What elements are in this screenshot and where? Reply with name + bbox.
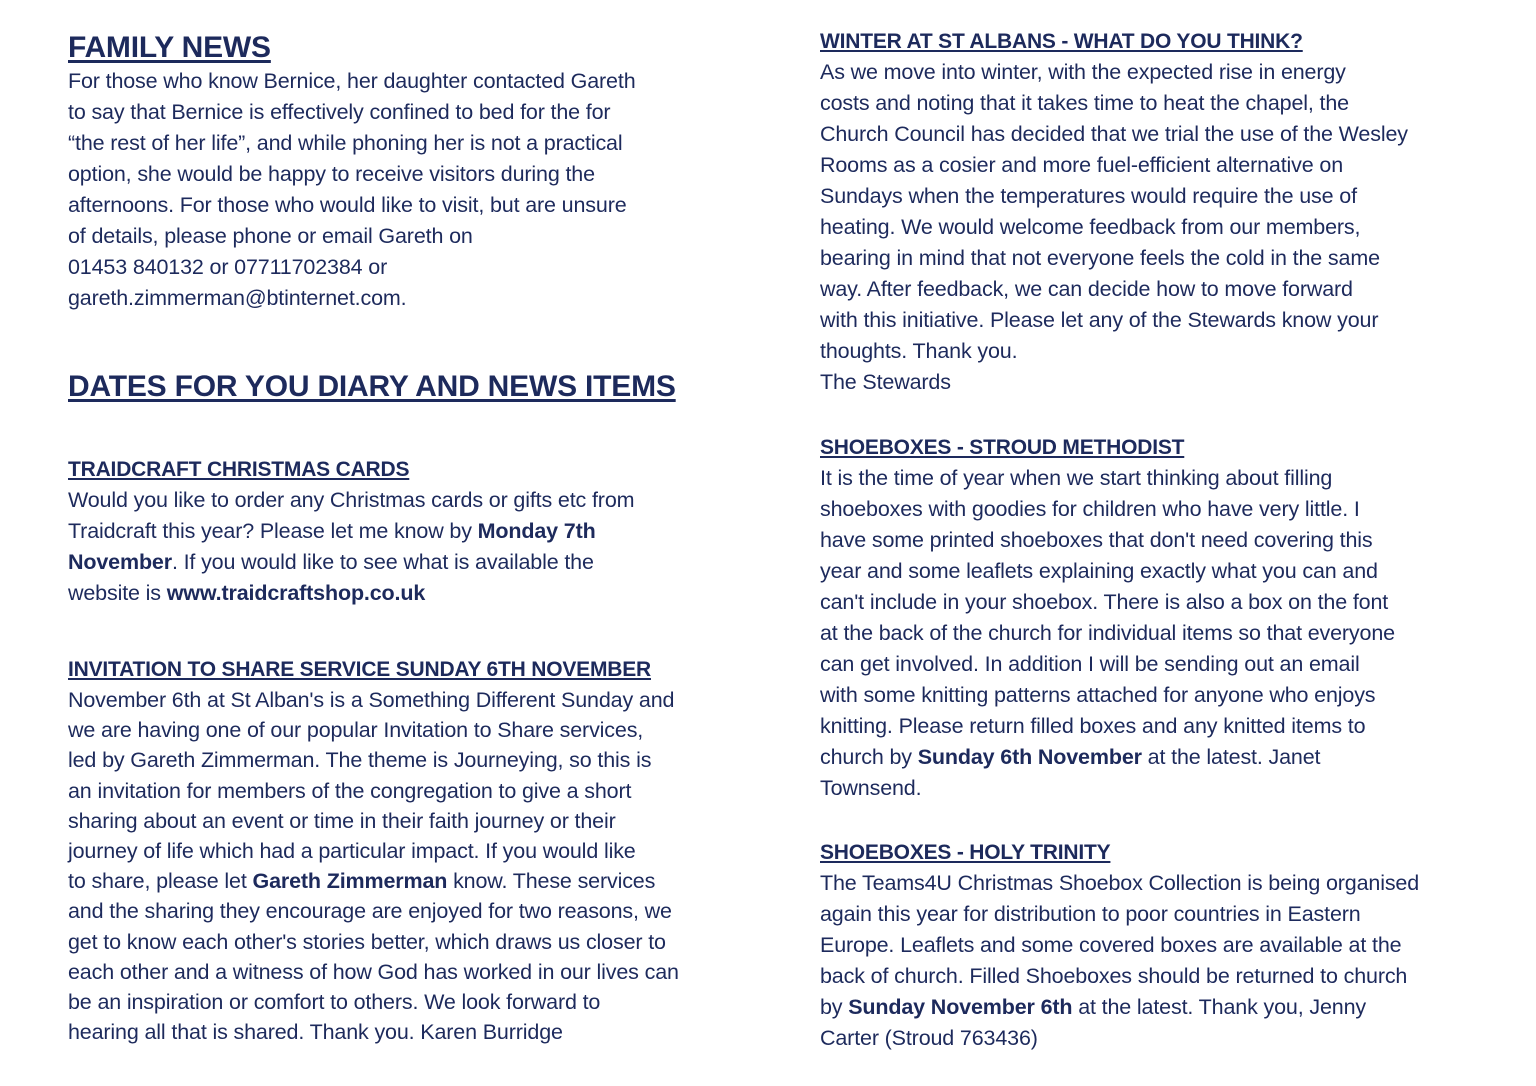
text-line: November 6th at St Alban's is a Something Different Sunday and — [68, 688, 675, 712]
shoebox-stroud-body — [820, 463, 1510, 804]
text-line: hearing all that is shared. Thank you. Karen Burridge — [68, 1020, 563, 1045]
text-line: costs and noting that it takes time to heat the chapel, the — [820, 91, 1349, 115]
text-line: with this initiative. Please let any of the Stewards know your — [820, 308, 1379, 332]
text-line: Townsend. — [820, 776, 922, 800]
text-line: to say that Bernice is effectively confined to bed for the for — [68, 100, 611, 124]
text-line: we are having one of our popular Invitation to Share services, — [68, 718, 644, 743]
family-news-body — [68, 66, 728, 314]
deadline-date: Sunday November 6th — [848, 995, 1073, 1019]
text-line: can get involved. In addition I will be sending out an email — [820, 652, 1360, 676]
text-line: shoeboxes with goodies for children who have very little. I — [820, 497, 1360, 521]
text-line: Would you like to order any Christmas cards or gifts etc from — [68, 488, 635, 512]
text-line: afternoons. For those who would like to visit, but are unsure — [68, 193, 627, 217]
text-line: led by Gareth Zimmerman. The theme is Journeying, so this is — [68, 748, 652, 773]
family-news-heading: FAMILY NEWS — [68, 31, 271, 64]
traidcraft-heading: TRAIDCRAFT CHRISTMAS CARDS — [68, 458, 410, 481]
shoebox-stroud-section — [820, 433, 1510, 804]
text-line: get to know each other's stories better, which draws us closer to — [68, 929, 666, 954]
text-line: “the rest of her life”, and while phoning her is not a practical — [68, 131, 623, 155]
text-line: journey of life which had a particular impact. If you would like — [68, 839, 636, 864]
deadline-date: Monday 7th — [477, 519, 596, 543]
invitation-section — [68, 655, 728, 1047]
text-line: The Teams4U Christmas Shoebox Collection is being organised — [820, 871, 1420, 895]
text-line: have some printed shoeboxes that don't need covering this — [820, 528, 1373, 552]
text-fragment: at the latest. Thank you, Jenny — [1072, 995, 1366, 1019]
text-line: As we move into winter, with the expected rise in energy — [820, 60, 1346, 84]
text-line: can't include in your shoebox. There is also a box on the font — [820, 590, 1389, 614]
website-url: www.traidcraftshop.co.uk — [166, 581, 426, 605]
text-fragment: . If you would like to see what is available the — [171, 550, 594, 574]
text-line: at the back of the church for individual items so that everyone — [820, 621, 1395, 645]
winter-heading: WINTER AT ST ALBANS - WHAT DO YOU THINK? — [820, 30, 1303, 53]
signature-line: The Stewards — [820, 370, 951, 394]
text-line — [820, 992, 1510, 1023]
text-line — [820, 742, 1510, 773]
text-line — [68, 516, 728, 547]
text-fragment: know. These services — [447, 869, 656, 894]
text-line: each other and a witness of how God has worked in our lives can — [68, 959, 679, 984]
traidcraft-section — [68, 455, 728, 609]
winter-section — [820, 27, 1510, 398]
text-line: year and some leaflets explaining exactly what you can and — [820, 559, 1378, 583]
traidcraft-body — [68, 485, 728, 609]
invitation-body — [68, 685, 728, 1047]
text-line: thoughts. Thank you. — [820, 339, 1018, 363]
text-line: For those who know Bernice, her daughter contacted Gareth — [68, 69, 636, 93]
family-news-section — [68, 30, 728, 314]
shoebox-trinity-section — [820, 838, 1510, 1054]
text-line: Carter (Stroud 763436) — [820, 1026, 1038, 1050]
email-address: gareth.zimmerman@btinternet.com. — [68, 286, 407, 310]
text-line — [68, 578, 728, 609]
text-line — [68, 866, 728, 896]
deadline-month: November — [68, 550, 172, 574]
text-fragment: to share, please let — [68, 869, 253, 894]
deadline-date: Sunday 6th November — [917, 745, 1142, 769]
text-fragment: Traidcraft this year? Please let me know by — [68, 519, 478, 543]
text-line: bearing in mind that not everyone feels the cold in the same — [820, 246, 1380, 270]
invitation-heading: INVITATION TO SHARE SERVICE SUNDAY 6TH NOVEMBER — [68, 658, 651, 681]
text-line: heating. We would welcome feedback from our members, — [820, 215, 1361, 239]
text-line: way. After feedback, we can decide how to move forward — [820, 277, 1353, 301]
text-line: knitting. Please return filled boxes and any knitted items to — [820, 714, 1366, 738]
text-line: sharing about an event or time in their faith journey or their — [68, 808, 616, 833]
text-line: again this year for distribution to poor countries in Eastern — [820, 902, 1361, 926]
dates-section — [68, 369, 728, 405]
text-line: It is the time of year when we start thinking about filling — [820, 466, 1333, 490]
text-line: with some knitting patterns attached for anyone who enjoys — [820, 683, 1376, 707]
text-line: Rooms as a cosier and more fuel-efficient alternative on — [820, 153, 1344, 177]
text-line — [68, 547, 728, 578]
text-line: of details, please phone or email Gareth on — [68, 224, 473, 248]
text-fragment: by — [820, 995, 849, 1019]
winter-body — [820, 57, 1510, 398]
text-fragment: website is — [68, 581, 167, 605]
text-line: Church Council has decided that we trial the use of the Wesley — [820, 122, 1408, 146]
dates-heading: DATES FOR YOU DIARY AND NEWS ITEMS — [68, 370, 676, 403]
shoebox-stroud-heading: SHOEBOXES - STROUD METHODIST — [820, 436, 1185, 459]
shoebox-trinity-body — [820, 868, 1510, 1054]
contact-name: Gareth Zimmerman — [252, 869, 448, 894]
text-line: back of church. Filled Shoeboxes should be returned to church — [820, 964, 1408, 988]
text-line: Europe. Leaflets and some covered boxes are available at the — [820, 933, 1402, 957]
text-line: an invitation for members of the congregation to give a short — [68, 778, 632, 803]
text-line: 01453 840132 or 07711702384 or — [68, 255, 388, 279]
text-line: and the sharing they encourage are enjoyed for two reasons, we — [68, 899, 672, 924]
text-line: be an inspiration or comfort to others. We look forward to — [68, 990, 601, 1015]
text-fragment: church by — [820, 745, 918, 769]
text-line: Sundays when the temperatures would require the use of — [820, 184, 1357, 208]
shoebox-trinity-heading: SHOEBOXES - HOLY TRINITY — [820, 841, 1111, 864]
text-line: option, she would be happy to receive visitors during the — [68, 162, 595, 186]
text-fragment: at the latest. Janet — [1141, 745, 1321, 769]
